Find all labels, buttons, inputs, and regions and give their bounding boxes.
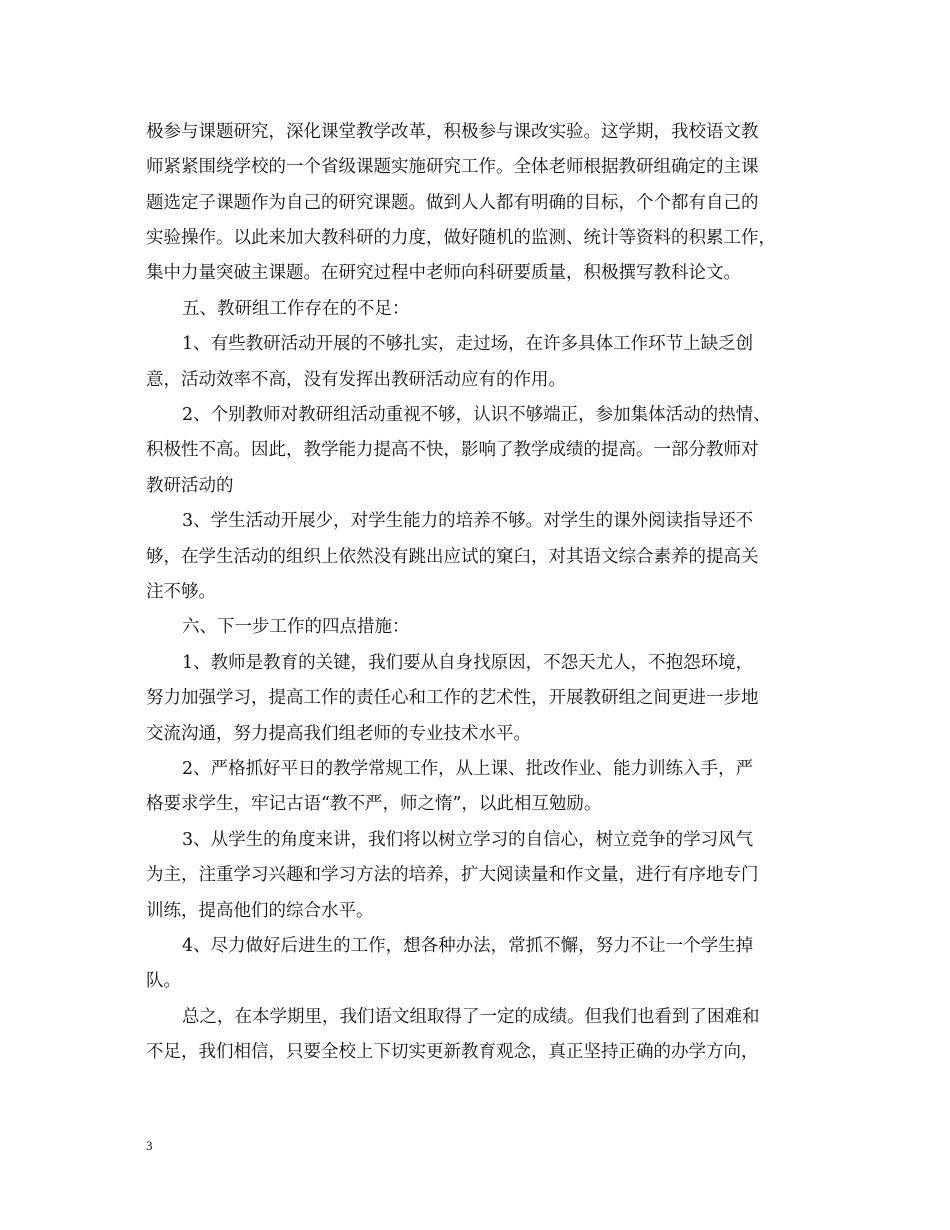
text-line: 积极性不高。因此，教学能力提高不快，影响了教学成绩的提高。一部分教师对: [146, 440, 759, 460]
text-line: 训练，提高他们的综合水平。: [146, 901, 374, 921]
page-number: 3: [146, 1138, 153, 1153]
text-line: 3、从学生的角度来讲，我们将以树立学习的自信心，树立竞争的学习风气: [182, 830, 754, 850]
text-line: 为主，注重学习兴趣和学习方法的培养，扩大阅读量和作文量，进行有序地专门: [146, 865, 759, 885]
text-line: 交流沟通，努力提高我们组老师的专业技术水平。: [146, 724, 531, 744]
text-line: 1、有些教研活动开展的不够扎实，走过场，在许多具体工作环节上缺乏创: [182, 334, 754, 354]
text-line: 努力加强学习，提高工作的责任心和工作的艺术性，开展教研组之间更进一步地: [146, 688, 759, 708]
section-heading: 六、下一步工作的四点措施：: [182, 617, 410, 637]
text-line: 1、教师是教育的关键，我们要从自身找原因，不怨天尤人，不抱怨环境，: [182, 653, 754, 673]
text-line: 意，活动效率不高，没有发挥出教研活动应有的作用。: [146, 370, 566, 390]
text-line: 格要求学生，牢记古语“教不严，师之惰”，以此相互勉励。: [146, 794, 602, 814]
text-line: 2、严格抓好平日的教学常规工作，从上课、批改作业、能力训练入手，严: [182, 759, 754, 779]
text-line: 够，在学生活动的组织上依然没有跳出应试的窠臼，对其语文综合素养的提高关: [146, 547, 759, 567]
text-line: 总之，在本学期里，我们语文组取得了一定的成绩。但我们也看到了困难和: [182, 1007, 760, 1027]
text-line: 集中力量突破主课题。在研究过程中老师向科研要质量，积极撰写教科论文。: [146, 263, 741, 283]
text-line: 注不够。: [146, 582, 216, 602]
text-line: 教研活动的: [146, 476, 234, 496]
section-heading: 五、教研组工作存在的不足：: [182, 299, 410, 319]
text-line: 师紧紧围绕学校的一个省级课题实施研究工作。全体老师根据教研组确定的主课: [146, 157, 759, 177]
text-line: 题选定子课题作为自己的研究课题。做到人人都有明确的目标，个个都有自己的: [146, 193, 759, 213]
text-line: 3、学生活动开展少，对学生能力的培养不够。对学生的课外阅读指导还不: [182, 511, 754, 531]
text-line: 2、个别教师对教研组活动重视不够，认识不够端正，参加集体活动的热情、: [182, 405, 771, 425]
text-line: 极参与课题研究，深化课堂教学改革，积极参与课改实验。这学期，我校语文教: [146, 122, 759, 142]
text-line: 4、尽力做好后进生的工作，想各种办法，常抓不懈，努力不让一个学生掉: [182, 936, 754, 956]
text-line: 队。: [146, 971, 181, 991]
text-line: 不足，我们相信，只要全校上下切实更新教育观念，真正坚持正确的办学方向，: [146, 1042, 759, 1062]
text-line: 实验操作。以此来加大教科研的力度，做好随机的监测、统计等资料的积累工作，: [146, 228, 776, 248]
